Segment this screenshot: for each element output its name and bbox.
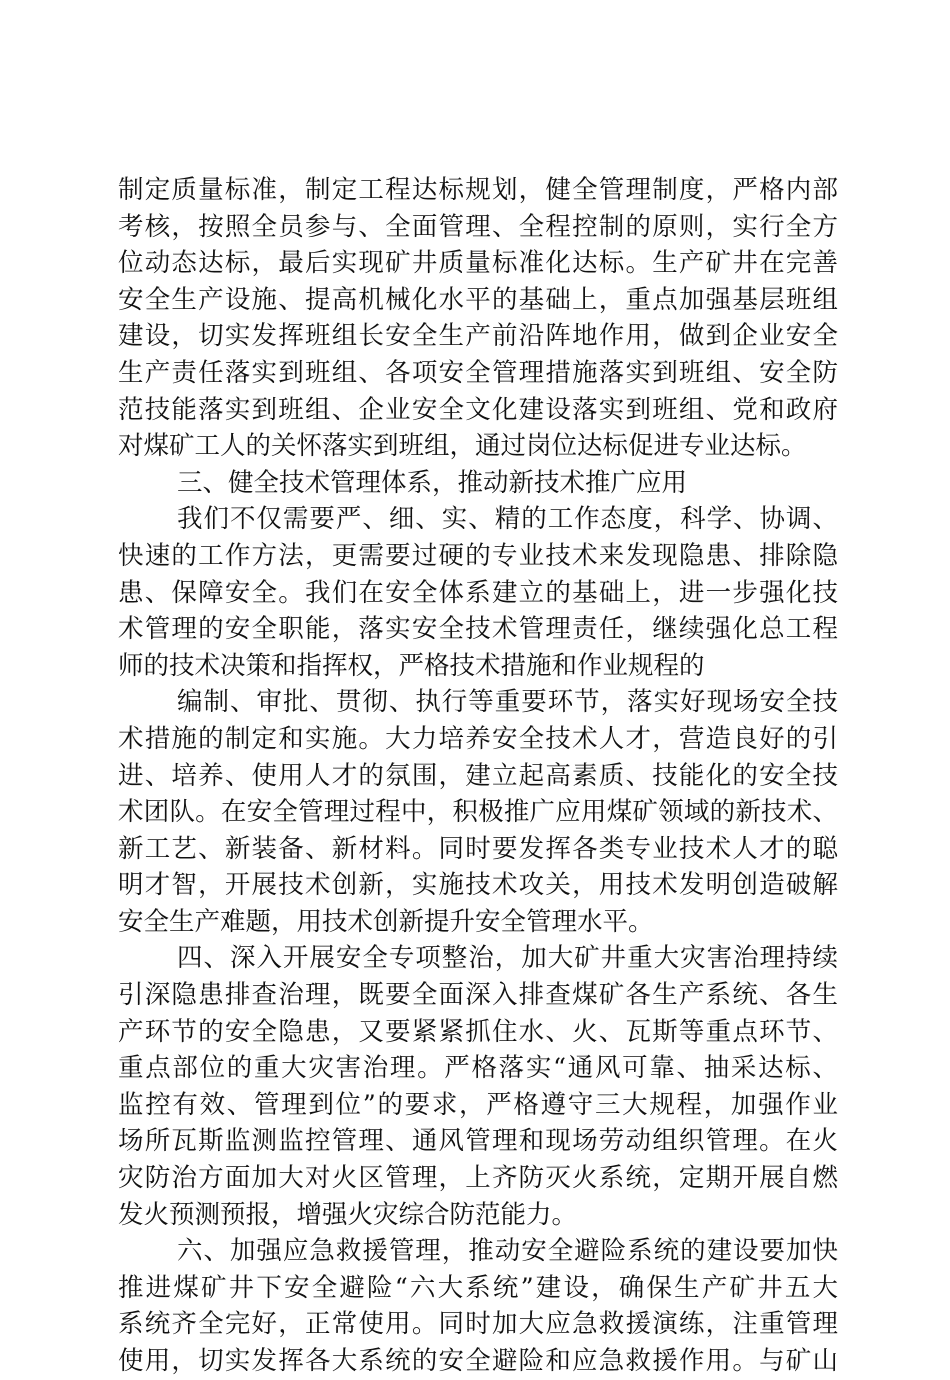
text-line: 师的技术决策和指挥权，严格技术措施和作业规程的 xyxy=(118,650,705,681)
text-line: 患、保障安全。我们在安全体系建立的基础上，进一步强化技 xyxy=(118,577,838,608)
body-text xyxy=(118,172,838,1380)
text-line: 明才智，开展技术创新，实施技术攻关，用技术发明创造破解 xyxy=(118,870,838,901)
text-line: 我们不仅需要严、细、实、精的工作态度，科学、协调、 xyxy=(177,504,838,535)
text-line: 安全生产设施、提高机械化水平的基础上，重点加强基层班组 xyxy=(118,284,838,315)
text-line: 重点部位的重大灾害治理。严格落实“通风可靠、抽采达标、 xyxy=(118,1053,838,1084)
text-line: 术管理的安全职能，落实安全技术管理责任，继续强化总工程 xyxy=(118,614,838,645)
text-line: 编制、审批、贯彻、执行等重要环节，落实好现场安全技 xyxy=(177,687,838,718)
text-line: 范技能落实到班组、企业安全文化建设落实到班组、党和政府 xyxy=(118,394,838,425)
text-line: 进、培养、使用人才的氛围，建立起高素质、技能化的安全技 xyxy=(118,760,838,791)
text-line: 监控有效、管理到位”的要求，严格遵守三大规程，加强作业 xyxy=(118,1089,838,1120)
text-line: 场所瓦斯监测监控管理、通风管理和现场劳动组织管理。在火 xyxy=(118,1126,838,1157)
text-line: 制定质量标准，制定工程达标规划，健全管理制度，严格内部 xyxy=(118,175,838,205)
section-heading: 六、加强应急救援管理，推动安全避险系统的建设要加快 xyxy=(177,1236,838,1267)
section-heading: 四、深入开展安全专项整治，加大矿井重大灾害治理持续 xyxy=(177,943,838,974)
text-line: 生产责任落实到班组、各项安全管理措施落实到班组、安全防 xyxy=(118,357,838,388)
text-line: 使用，切实发挥各大系统的安全避险和应急救援作用。与矿山 xyxy=(118,1346,838,1376)
text-line: 术团队。在安全管理过程中，积极推广应用煤矿领域的新技术、 xyxy=(118,797,838,828)
text-line: 灾防治方面加大对火区管理，上齐防灭火系统，定期开展自燃 xyxy=(118,1163,838,1194)
text-line: 快速的工作方法，更需要过硬的专业技术来发现隐患、排除隐 xyxy=(118,540,838,571)
text-line: 安全生产难题，用技术创新提升安全管理水平。 xyxy=(118,906,654,937)
text-line: 产环节的安全隐患，又要紧紧抓住水、火、瓦斯等重点环节、 xyxy=(118,1016,838,1047)
text-line: 引深隐患排查治理，既要全面深入排查煤矿各生产系统、各生 xyxy=(118,980,838,1011)
text-line: 发火预测预报，增强火灾综合防范能力。 xyxy=(118,1199,578,1230)
text-line: 推进煤矿井下安全避险“六大系统”建设，确保生产矿井五大 xyxy=(118,1272,838,1303)
text-line: 位动态达标，最后实现矿井质量标准化达标。生产矿井在完善 xyxy=(118,248,838,279)
section-heading: 三、健全技术管理体系，推动新技术推广应用 xyxy=(177,467,688,498)
text-line: 系统齐全完好，正常使用。同时加大应急救援演练，注重管理 xyxy=(118,1309,838,1340)
text-line: 新工艺、新装备、新材料。同时要发挥各类专业技术人才的聪 xyxy=(118,833,838,864)
text-line: 术措施的制定和实施。大力培养安全技术人才，营造良好的引 xyxy=(118,723,838,754)
text-line: 建设，切实发挥班组长安全生产前沿阵地作用，做到企业安全 xyxy=(118,321,838,352)
text-line: 对煤矿工人的关怀落实到班组，通过岗位达标促进专业达标。 xyxy=(118,431,807,462)
text-line: 考核，按照全员参与、全面管理、全程控制的原则，实行全方 xyxy=(118,211,838,242)
